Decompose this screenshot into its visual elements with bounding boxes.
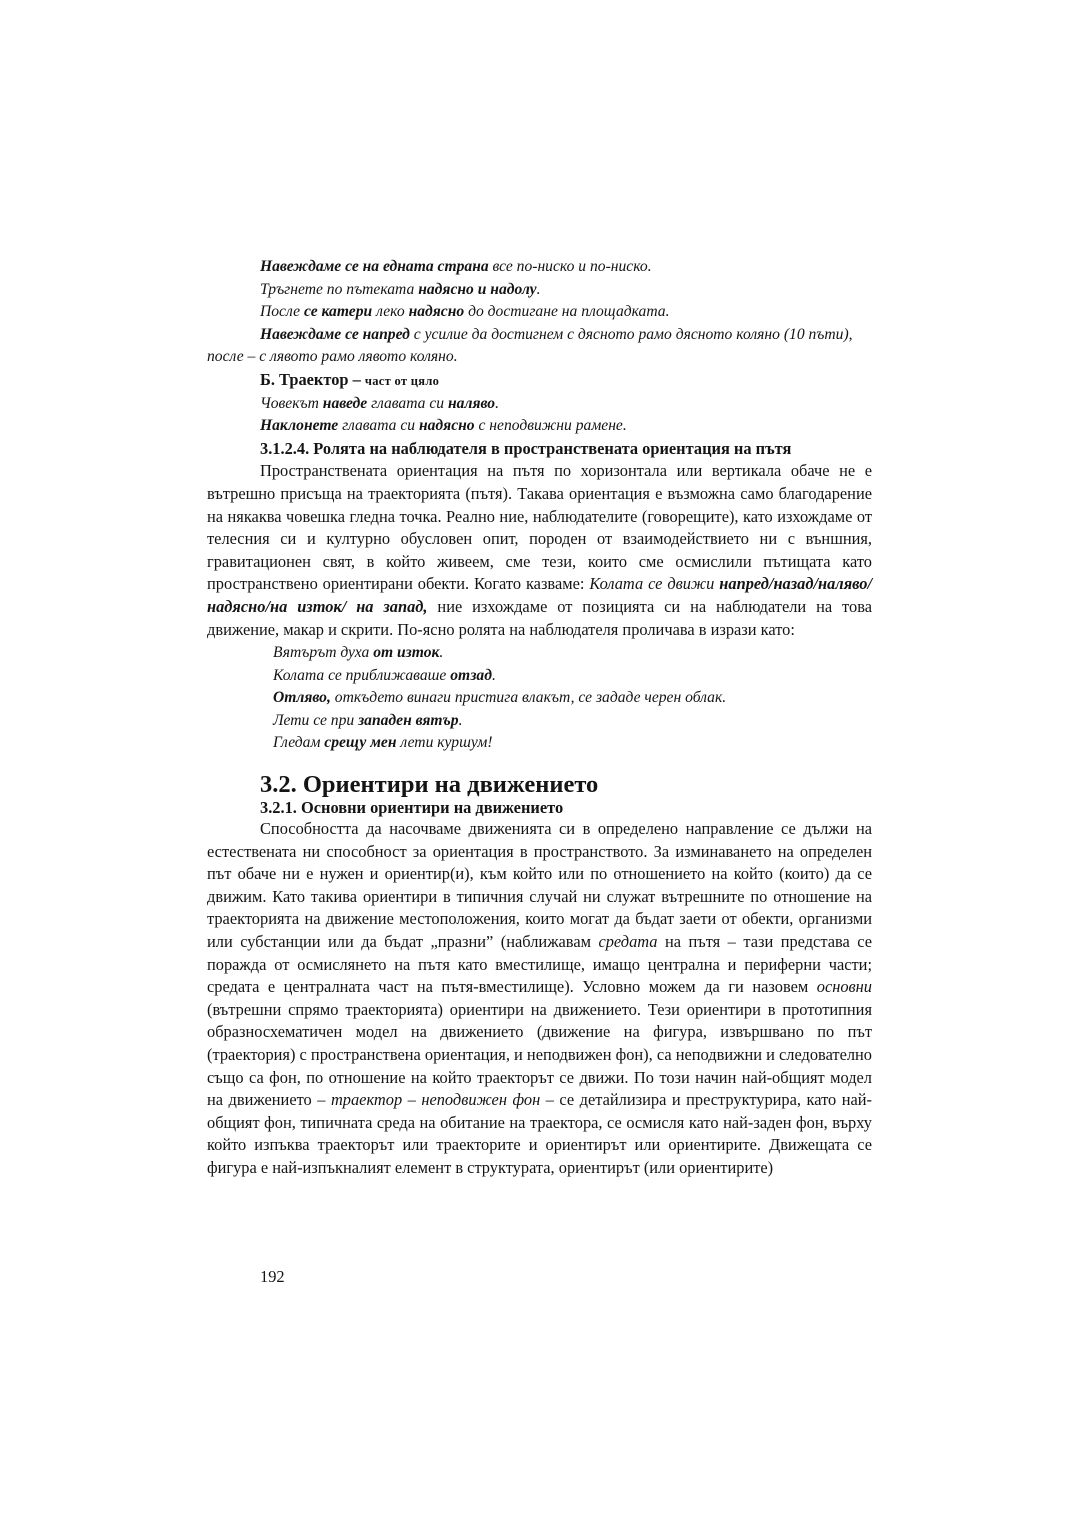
paragraph: Способността да насочваме движенията си в определено направление се дължи на естествената ни способност за ориентация в пространството. За изминаването на определен път обаче ни е нужен и ориентир(и), към който или по отношението на който (които) да се движим. Като такива ориентири в типичния случай ни служат вътрешните по отношение на траекторията на движение местоположения, които могат да бъдат заети от обекти, организми или субстанции или да бъдат „празни” (наближавам средата на пътя – тази представа се поражда от осмислянето на пътя като вместилище, имащо централна и периферни части; средата е централната част на пътя-вместилище). Условно можем да ги назовем основни (вътрешни спрямо траекторията) ориентири на движението. Тези ориентири в прототипния образносхематичен модел на движението (движение на фигура, извършвано по път (траектория) с пространствена ориентация, и неподвижен фон), са неподвижни и следователно също са фон, по отношение на който траекторът се движи. По този начин най-общият модел на движението – траектор – неподвижен фон – се детайлизира и преструктурира, като най-общият фон, типичната среда на обитание на траектора, се осмисля като най-заден фон, върху който изпъква траекторът или траекторите и ориентирът или ориентирите. Движещата се фигура е най-изпъкналият елемент в структурата, ориентирът (или ориентирите)	[207, 819, 872, 1177]
example-line: Навеждаме се напред с усилие да достигнем с дясното рамо дясното коляно (10 пъти), после – с лявото рамо лявото коляно.	[207, 325, 853, 366]
paragraph: Пространствената ориентация на пътя по хоризонтала или вертикала обаче не е вътрешно присъща на траекторията (пътя). Такава ориентация е възможна само благодарение на някаква човешка гледна точка. Реално ние, наблюдателите (говорещите), като изхождаме от телесния си и културно обусловен опит, породен от взаимодействието ни с външния, гравитационен свят, в който живеем, сме тези, които сме осмислили пътищата като пространствено ориентирани обекти. Когато казваме: Колата се движи напред/назад/наляво/надясно/на изток/ на запад, ние изхождаме от позицията си на наблюдатели на това движение, макар и скрити. По-ясно ролята на наблюдателя проличава в изрази като:	[207, 461, 873, 639]
example-line: Гледам срещу мен лети куршум!	[273, 734, 493, 752]
example-line: Вятърът духа от изток.	[273, 644, 444, 662]
example-line: Отляво, откъдето винаги пристига влакът, се зададе черен облак.	[273, 689, 727, 707]
example-line: Лети се при западен вятър.	[273, 711, 463, 729]
page-number: 192	[260, 1267, 285, 1286]
example-line: Тръгнете по пътеката надясно и надолу.	[260, 280, 541, 298]
example-block	[207, 642, 872, 755]
example-line: После се катери леко надясно до достигане на площадката.	[260, 303, 670, 321]
subsection-title: 3.2.1. Основни ориентири на движението	[260, 798, 564, 818]
subsection-heading: 3.1.2.4. Ролята на наблюдателя в пространствената ориентация на пътя	[260, 438, 792, 458]
page-text	[207, 256, 872, 1180]
example-line: Човекът наведе главата си наляво.	[260, 394, 499, 412]
example-line: Колата се приближаваше отзад.	[273, 666, 496, 684]
section-b-heading: Б. Траектор – част от цяло	[260, 369, 440, 389]
example-line: Навеждаме се на едната страна все по-ниско и по-ниско.	[260, 258, 652, 275]
example-line: Наклонете главата си надясно с неподвижни рамене.	[260, 417, 627, 435]
section-title: 3.2. Ориентири на движението	[260, 771, 599, 799]
